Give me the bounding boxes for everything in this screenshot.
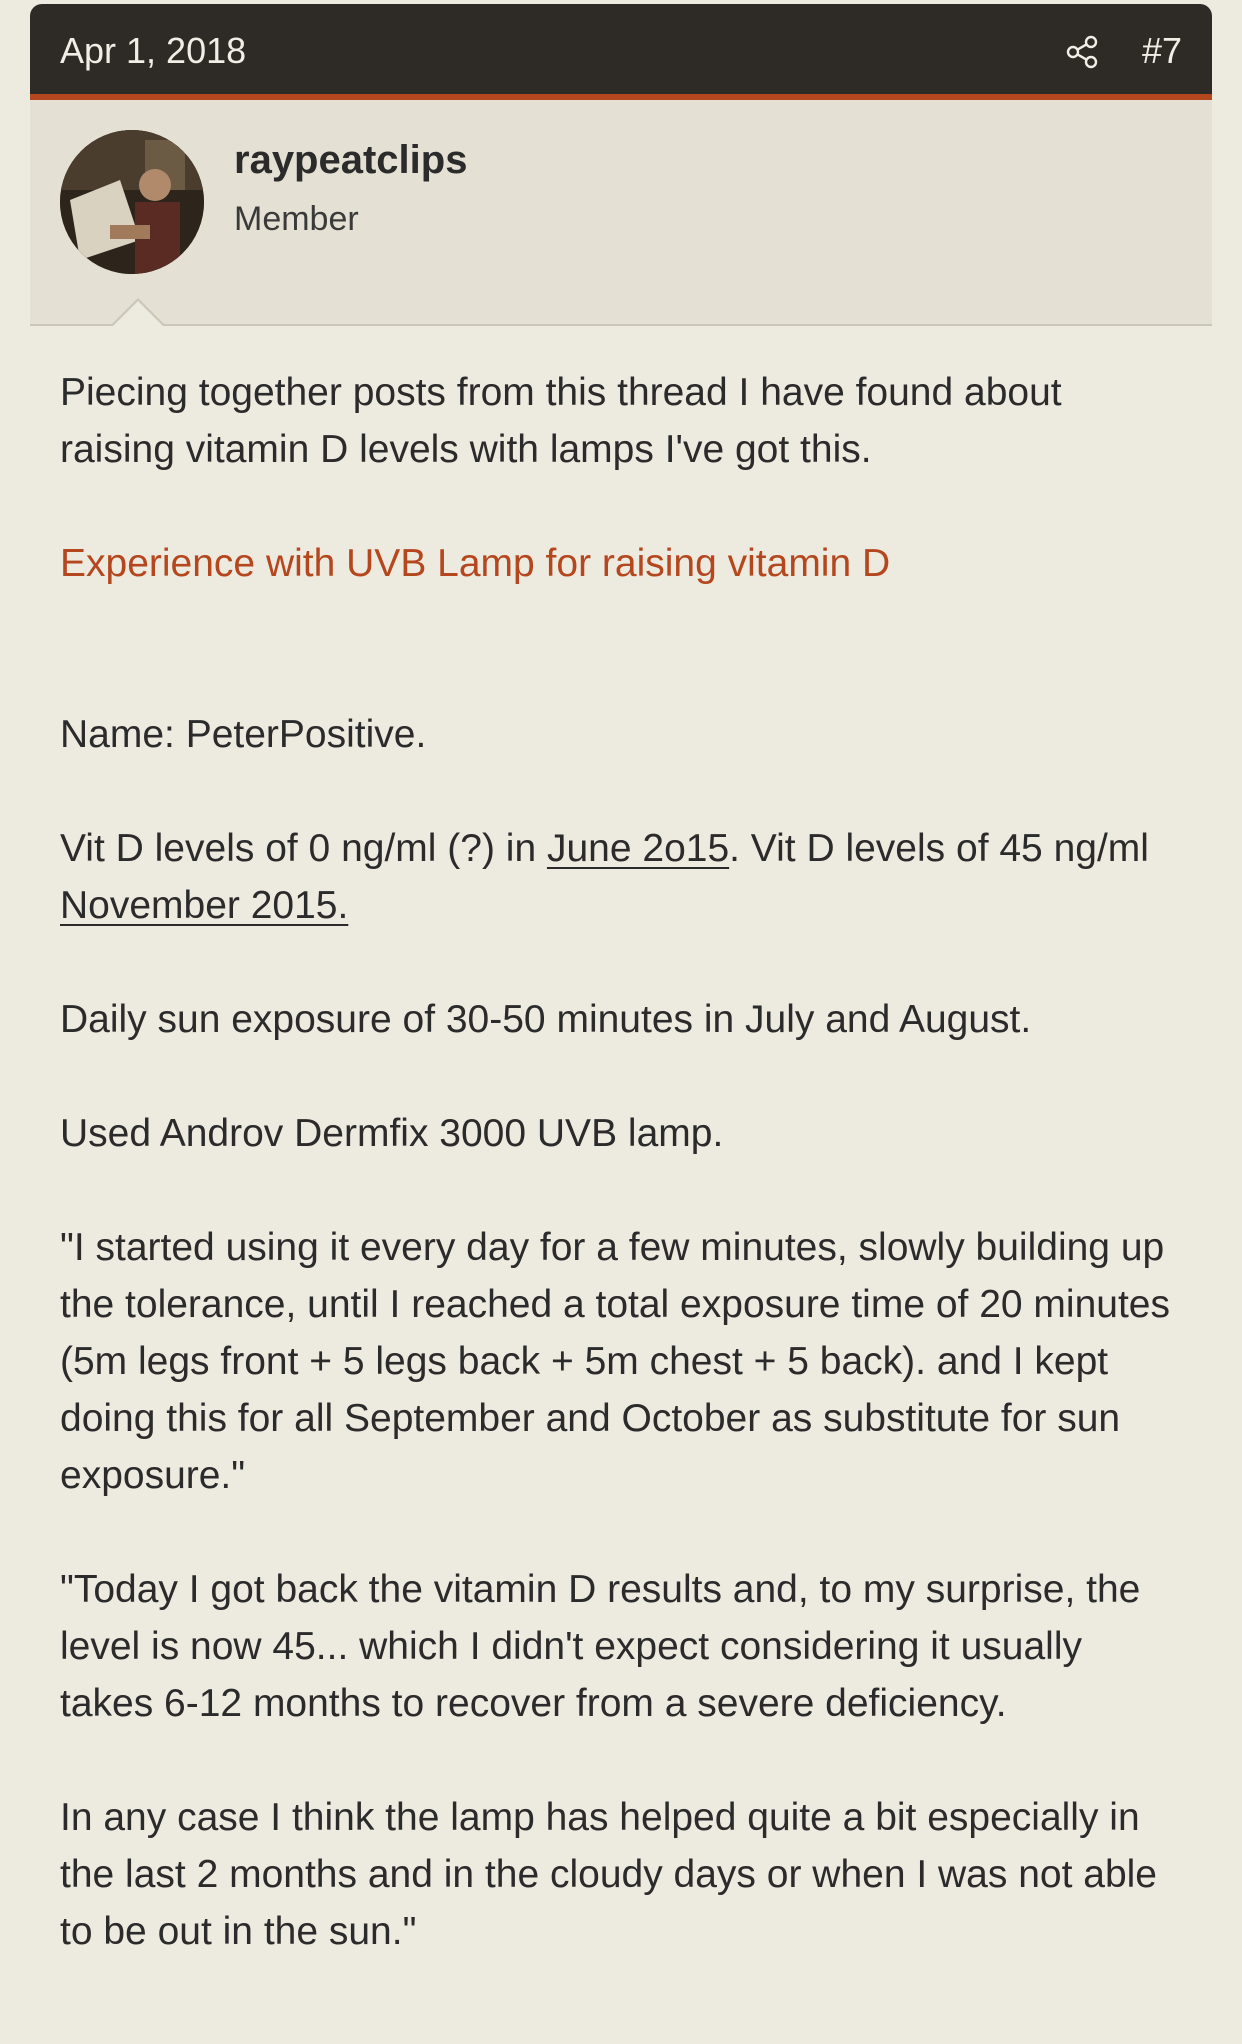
user-block (30, 100, 1212, 326)
message-pointer (110, 298, 166, 326)
avatar[interactable] (60, 130, 204, 274)
quote-paragraph-3: In any case I think the lamp has helped quite a bit especially in the last 2 months and in the cloudy days or when I was not able to be out in the sun." (60, 1796, 1157, 1953)
lamp-paragraph: Used Androv Dermfix 3000 UVB lamp. (60, 1112, 724, 1155)
quote-paragraph-2: "Today I got back the vitamin D results and, to my surprise, the level is now 45... which I didn't expect considering it usually takes 6-12 months to recover from a severe deficiency. (60, 1568, 1141, 1725)
vitd-paragraph (60, 820, 1182, 934)
share-icon[interactable] (1064, 34, 1100, 70)
thread-link[interactable]: Experience with UVB Lamp for raising vitamin D (60, 542, 891, 585)
username[interactable]: raypeatclips (234, 138, 468, 182)
post-header (30, 4, 1212, 100)
vitd-date-1: June 2o15 (546, 827, 730, 870)
post-body (30, 326, 1212, 1960)
quote-paragraph-1: "I started using it every day for a few minutes, slowly building up the tolerance, until I reached a total exposure time of 20 minutes (5m legs front + 5 legs back + 5m chest + 5 back). and I kept doing this for all September and October as substitute for sun exposure." (60, 1226, 1170, 1497)
vitd-date-2: November 2015. (60, 884, 349, 927)
post-date[interactable]: Apr 1, 2018 (60, 30, 247, 71)
thread-link-paragraph (60, 535, 1182, 592)
vitd-text-2: . Vit D levels of 45 ng/ml (729, 827, 1149, 870)
intro-paragraph: Piecing together posts from this thread I have found about raising vitamin D levels with lamps I've got this. (60, 371, 1062, 471)
forum-post (30, 4, 1212, 2044)
post-number-link[interactable]: #7 (1141, 30, 1182, 71)
user-title: Member (234, 200, 359, 238)
sun-paragraph: Daily sun exposure of 30-50 minutes in July and August. (60, 998, 1032, 1041)
vitd-text-1: Vit D levels of 0 ng/ml (?) in (60, 827, 547, 870)
name-paragraph: Name: PeterPositive. (60, 713, 427, 756)
